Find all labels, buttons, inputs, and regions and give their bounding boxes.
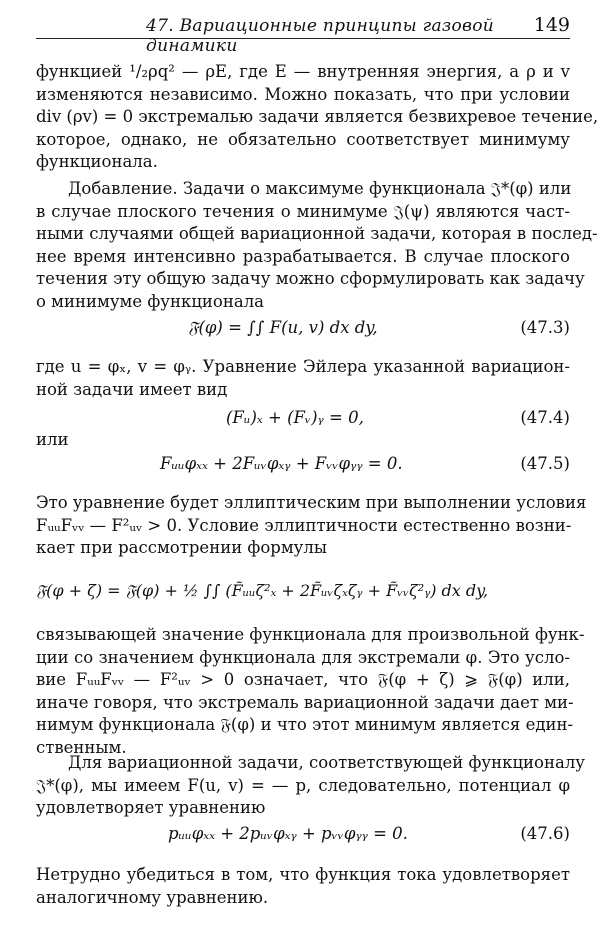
page-number: 149 xyxy=(533,14,570,36)
text-line: ными случаями общей вариационной задачи, которая в послед- xyxy=(36,224,598,244)
paragraph-2 xyxy=(36,201,598,314)
text-line: Добавление. Задачи о максимуме функционала 𝔍*(φ) или xyxy=(68,179,572,198)
text-line: ции со значением функционала для экстремали φ. Это усло- xyxy=(36,647,570,667)
text-line: изменяются независимо. Можно показать, что при условии xyxy=(36,84,570,104)
text-line: связывающей значение функционала для произвольной функ- xyxy=(36,625,585,644)
equation-47-3 xyxy=(36,316,570,342)
equation-number: (47.4) xyxy=(520,408,570,427)
text-line: ственным. xyxy=(36,737,127,757)
equation-47-6 xyxy=(36,822,570,848)
equation-47-5 xyxy=(36,452,570,478)
text-line: где u = φₓ, v = φᵧ. Уравнение Эйлера указанной вариацион- xyxy=(36,357,570,376)
text-line: функцией ¹/₂ρq² — ρE, где E — внутренняя энергия, а ρ и v xyxy=(36,62,570,81)
paragraph-6-first xyxy=(68,752,586,775)
text-line: нее время интенсивно разрабатывается. В случае плоского xyxy=(36,246,570,266)
equation-number: (47.5) xyxy=(520,454,570,473)
text-line: удовлетворяет уравнению xyxy=(36,798,266,818)
text-line: аналогичному уравнению. xyxy=(36,887,269,907)
running-header xyxy=(36,8,570,56)
paragraph-3 xyxy=(36,356,570,401)
text-line: Для вариационной задачи, соответствующей функционалу xyxy=(68,753,586,772)
paragraph-4 xyxy=(36,492,587,560)
text-line: о минимуме функционала xyxy=(36,291,265,311)
text-line: нимум функционала 𝔉(φ) и что этот минимум является един- xyxy=(36,715,574,735)
connector-word: или xyxy=(36,430,69,449)
text-line: FᵤᵤFᵥᵥ — F²ᵤᵥ > 0. Условие эллиптичности естественно возни- xyxy=(36,515,572,535)
equation-body: 𝔉(φ + ζ) = 𝔉(φ) + ½ ∫∫ (F̃ᵤᵤζ²ₓ + 2F̃ᵤᵥζₓζᵧ + F̃ᵥᵥζ²ᵧ) dx dy, xyxy=(36,581,489,600)
paragraph-2-first xyxy=(68,178,570,201)
text-line: вие FᵤᵤFᵥᵥ — F²ᵤᵥ > 0 означает, что 𝔉(φ + ζ) ⩾ 𝔉(φ) или, xyxy=(36,670,570,690)
text-line: течения эту общую задачу можно сформулировать как задачу xyxy=(36,269,585,289)
equation-47-4 xyxy=(36,406,570,432)
paragraph-7 xyxy=(36,864,570,909)
text-line: иначе говоря, что экстремаль вариационной задачи дает ми- xyxy=(36,692,574,712)
text-line: div (ρv) = 0 экстремалью задачи является безвихревое течение, xyxy=(36,107,599,127)
paragraph-5 xyxy=(36,624,585,760)
paragraph-6 xyxy=(36,775,570,820)
text-line: кает при рассмотрении формулы xyxy=(36,538,327,558)
paragraph-1 xyxy=(36,61,599,174)
text-line: в случае плоского течения о минимуме 𝔍(ψ) являются част- xyxy=(36,201,570,221)
equation-expansion xyxy=(36,579,570,605)
text-line: Нетрудно убедиться в том, что функция тока удовлетворяет xyxy=(36,865,570,884)
equation-body: pᵤᵤφₓₓ + 2pᵤᵥφₓᵧ + pᵥᵥφᵧᵧ = 0. xyxy=(168,824,408,843)
text-line: Это уравнение будет эллиптическим при выполнении условия xyxy=(36,493,587,512)
equation-body: 𝔉(φ) = ∫∫ F(u, v) dx dy, xyxy=(188,318,378,337)
text-line: функционала. xyxy=(36,152,158,172)
equation-body: Fᵤᵤφₓₓ + 2Fᵤᵥφₓᵧ + Fᵥᵥφᵧᵧ = 0. xyxy=(160,454,403,473)
text-line: ной задачи имеет вид xyxy=(36,379,228,399)
equation-number: (47.3) xyxy=(520,318,570,337)
text-line: которое, однако, не обязательно соответствует минимуму xyxy=(36,129,570,149)
equation-body: (Fᵤ)ₓ + (Fᵥ)ᵧ = 0, xyxy=(226,408,364,427)
equation-number: (47.6) xyxy=(520,824,570,843)
header-title: 47. Вариационные принципы газовой динамики xyxy=(146,16,494,56)
text-line: 𝔍*(φ), мы имеем F(u, v) = — p, следовательно, потенциал φ xyxy=(36,775,570,795)
